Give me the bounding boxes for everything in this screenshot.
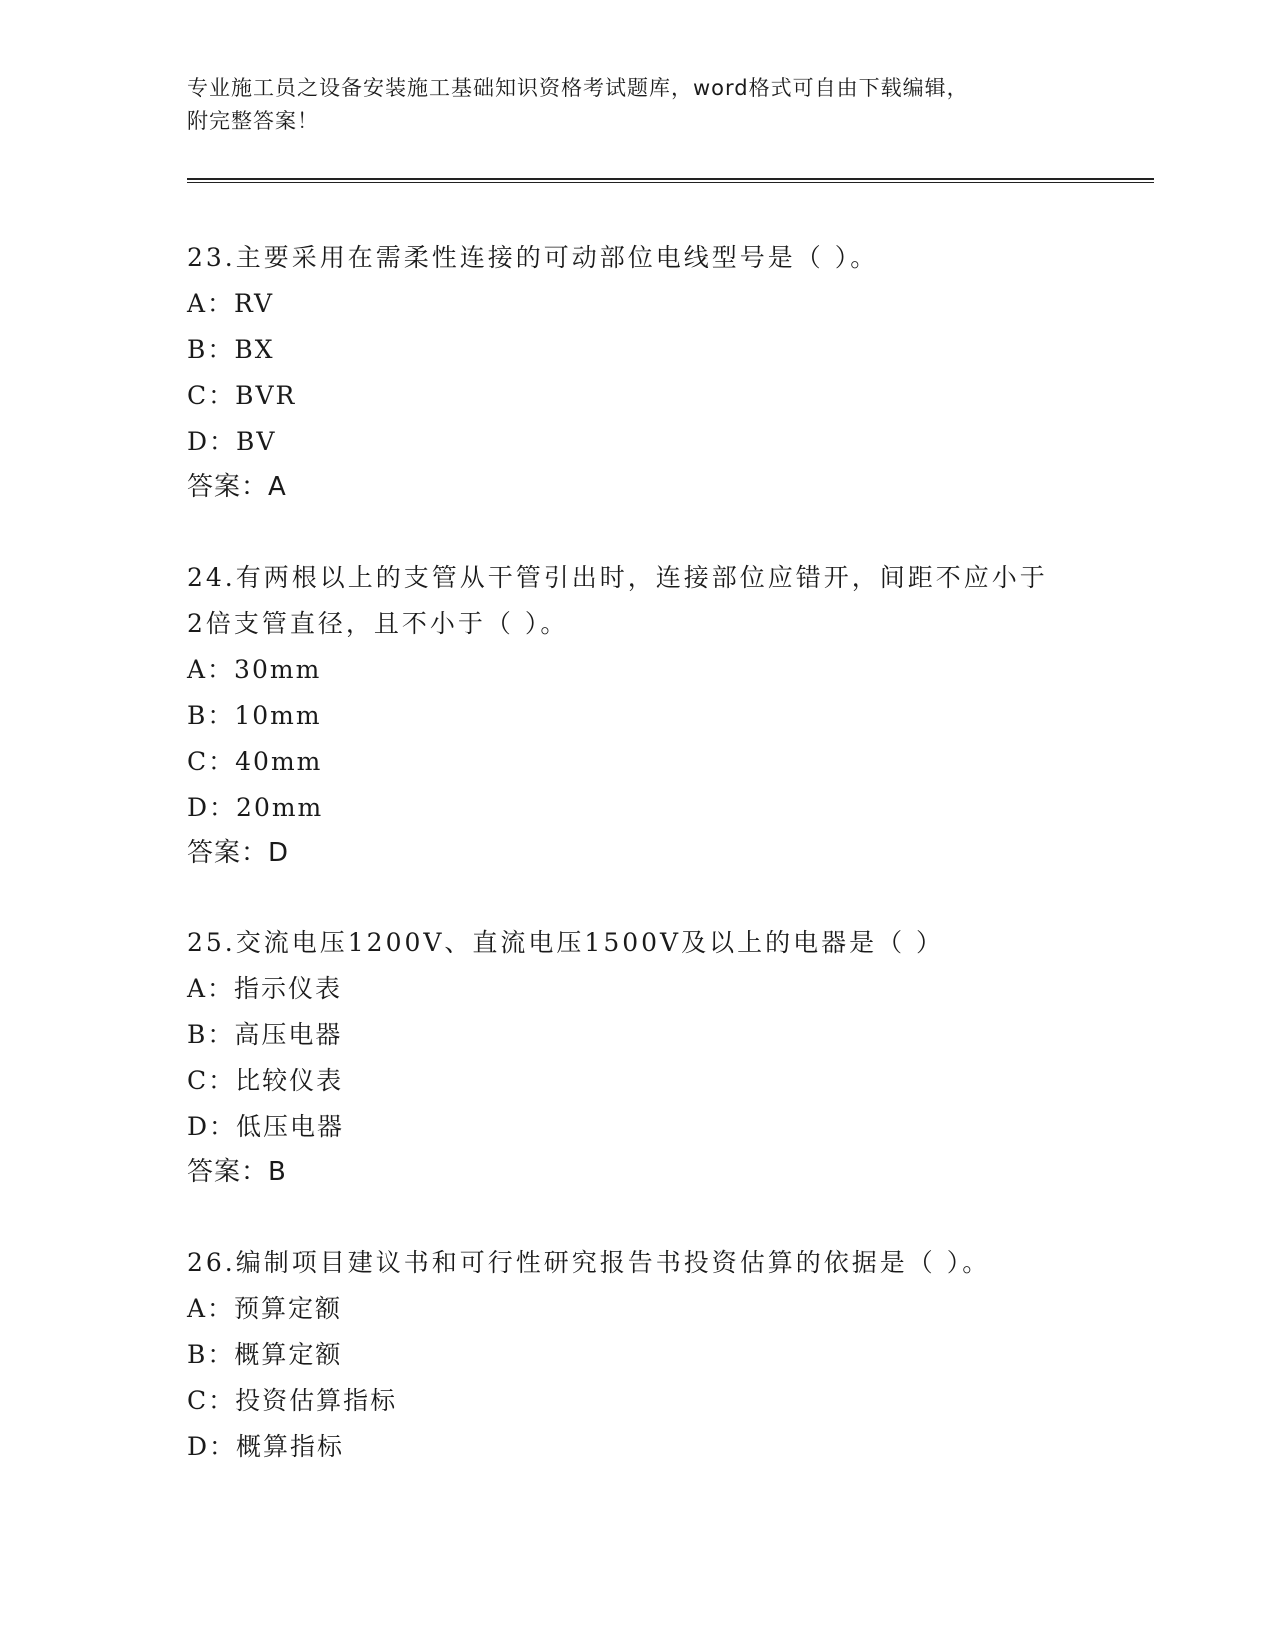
question-25 — [187, 920, 1087, 1194]
header-divider — [187, 178, 1154, 183]
document-header — [187, 72, 1087, 138]
option-a: A：预算定额 — [187, 1294, 343, 1323]
option-d: D：20mm — [187, 793, 324, 822]
question-23 — [187, 235, 1087, 509]
option-a: A：30mm — [187, 655, 322, 684]
option-d: D：低压电器 — [187, 1112, 345, 1141]
answer: 答案：D — [187, 838, 290, 868]
header-line-2: 附完整答案！ — [187, 109, 319, 133]
option-c: C：比较仪表 — [187, 1066, 344, 1095]
option-d: D：BV — [187, 427, 277, 456]
question-stem-line-2: 2倍支管直径，且不小于（ ）。 — [187, 609, 569, 638]
option-c: C：投资估算指标 — [187, 1386, 398, 1415]
option-b: B：高压电器 — [187, 1020, 343, 1049]
option-c: C：BVR — [187, 381, 297, 410]
option-b: B：概算定额 — [187, 1340, 343, 1369]
option-a: A：指示仪表 — [187, 974, 343, 1003]
question-24 — [187, 555, 1087, 875]
answer: 答案：B — [187, 1157, 287, 1187]
question-stem-line-1: 24.有两根以上的支管从干管引出时，连接部位应错开，间距不应小于 — [187, 563, 1048, 592]
option-b: B：BX — [187, 335, 275, 364]
option-d: D：概算指标 — [187, 1432, 345, 1461]
header-line-1: 专业施工员之设备安装施工基础知识资格考试题库，word格式可自由下载编辑， — [187, 76, 969, 100]
question-stem: 26.编制项目建议书和可行性研究报告书投资估算的依据是（ ）。 — [187, 1248, 991, 1277]
question-stem: 23.主要采用在需柔性连接的可动部位电线型号是（ ）。 — [187, 243, 879, 272]
option-b: B：10mm — [187, 701, 322, 730]
option-a: A：RV — [187, 289, 275, 318]
option-c: C：40mm — [187, 747, 323, 776]
answer: 答案：A — [187, 472, 287, 502]
question-26 — [187, 1240, 1087, 1470]
question-stem: 25.交流电压1200V、直流电压1500V及以上的电器是（ ） — [187, 928, 945, 957]
